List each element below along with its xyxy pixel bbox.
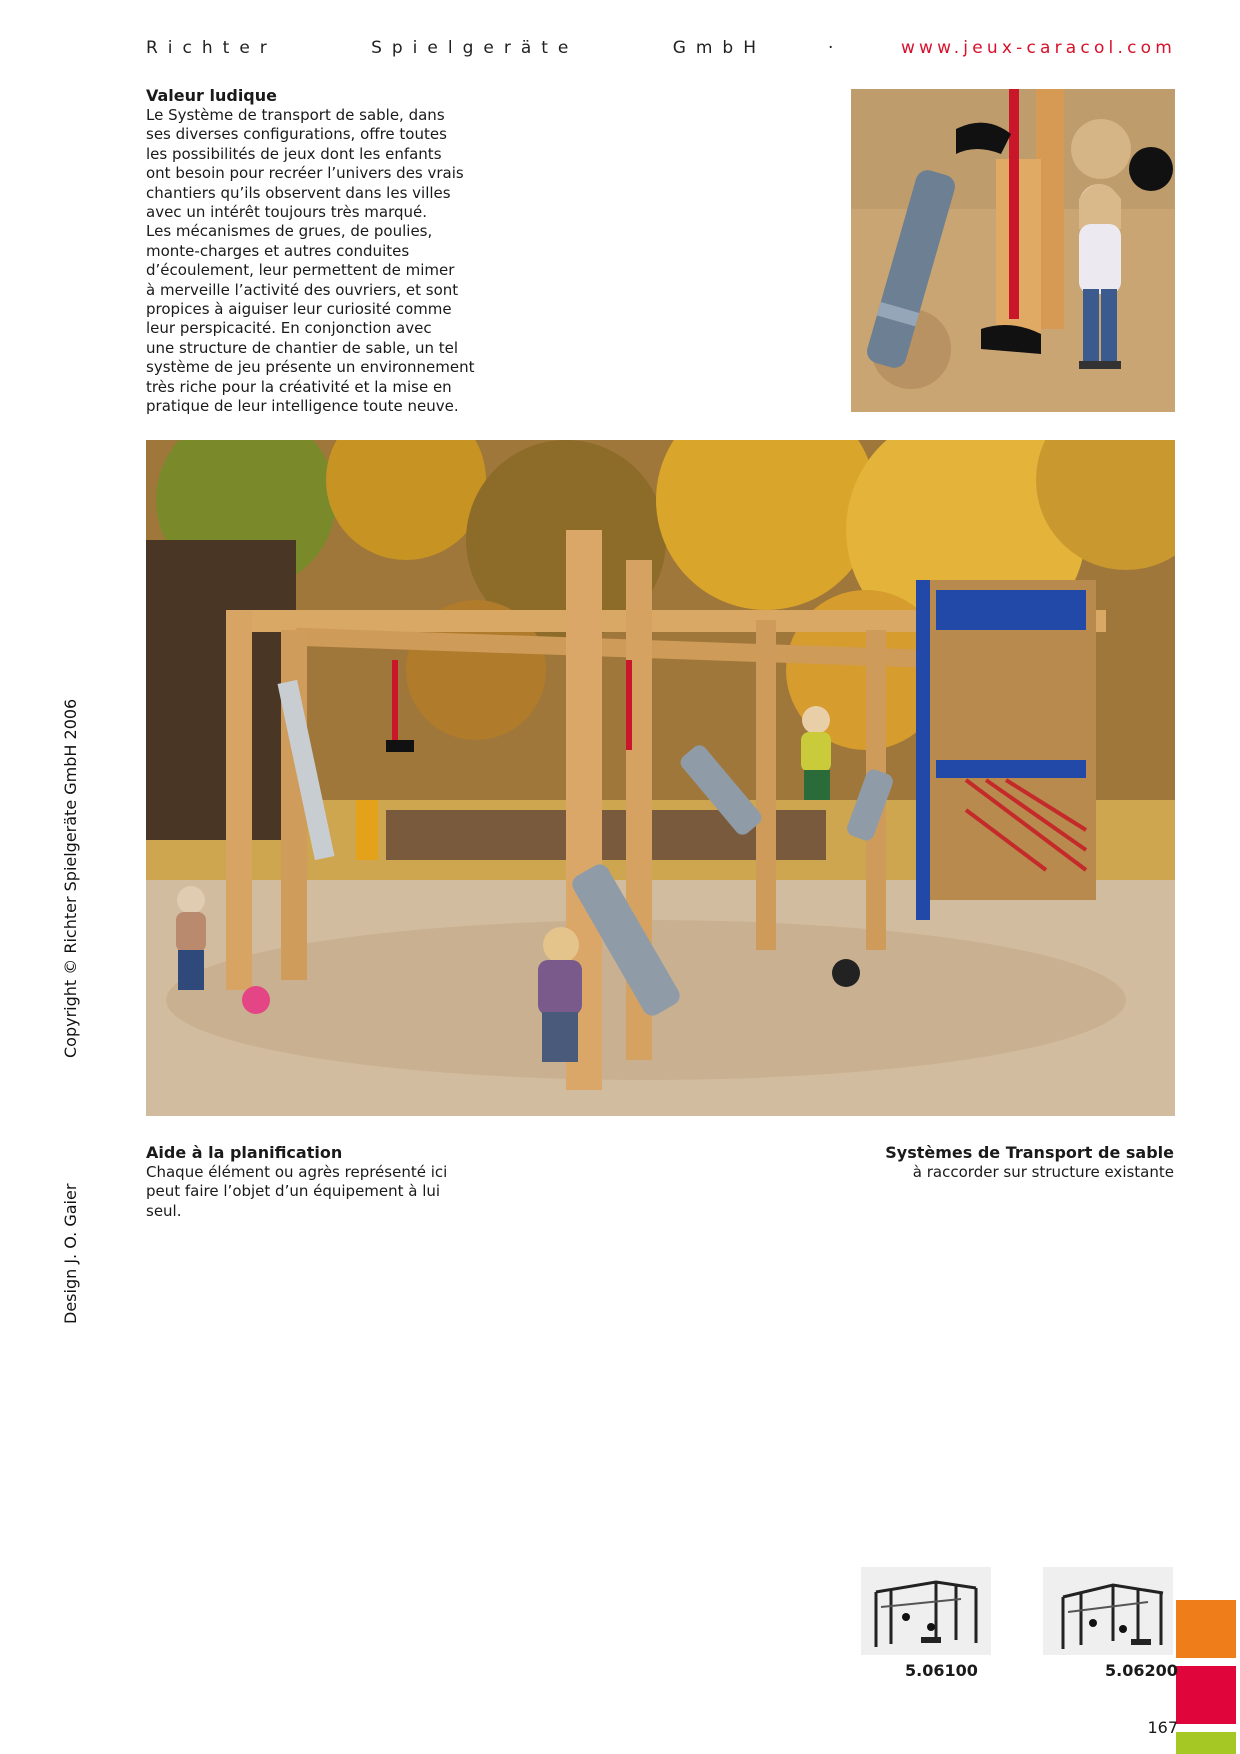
valeur-text: Le Système de transport de sable, dans ses diverses configurations, offre toutes les possibilités de jeux dont les enfants ont besoin pour recréer l’univers des vrais chantiers qu’ils observent dans les villes avec un intérêt toujours très marqué. Les mécanismes de grues, de poulies, monte-charges et autres conduites d’écoulement, leur permettent de mimer à merveille l’activité des ouvriers, et sont propices à aiguiser leur curiosité comme leur perspicacité. En conjonction avec une structure de chantier de sable, un tel système de jeu présente un environnement très riche pour la créativité et la mise en pratique de leur intelligence toute neuve.	[146, 106, 475, 416]
header-separator: ·	[828, 38, 834, 58]
child-sand-chute-photo	[851, 89, 1175, 412]
product-code-2: 5.06200	[1105, 1661, 1178, 1680]
aide-title: Aide à la planification	[146, 1143, 343, 1162]
page-number: 167	[1147, 1718, 1178, 1737]
systemes-subtitle: à raccorder sur structure existante	[912, 1163, 1174, 1181]
company-name	[146, 38, 766, 58]
website-url[interactable]: www.jeux-caracol.com	[900, 38, 1176, 58]
copyright-notice: Copyright © Richter Spielgeräte GmbH 2006	[61, 698, 80, 1058]
systemes-title: Systèmes de Transport de sable	[885, 1143, 1174, 1162]
aide-planification-section	[146, 1143, 476, 1221]
green-section-tab[interactable]	[1176, 1732, 1236, 1754]
company-word-2: Spielgeräte	[371, 38, 579, 58]
product-thumbnail-5-06200[interactable]	[1043, 1567, 1173, 1655]
orange-section-tab[interactable]	[1176, 1600, 1236, 1658]
sand-transport-playground-photo	[146, 440, 1175, 1116]
valeur-title: Valeur ludique	[146, 86, 277, 105]
product-code-1: 5.06100	[905, 1661, 978, 1680]
company-word-3: GmbH	[672, 38, 766, 58]
product-thumbnail-5-06100[interactable]	[861, 1567, 991, 1655]
design-credit: Design J. O. Gaier	[61, 1183, 80, 1324]
aide-text: Chaque élément ou agrès représenté ici peut faire l’objet d’un équipement à lui seul.	[146, 1163, 448, 1220]
company-word-1: Richter	[146, 38, 277, 58]
systemes-section	[814, 1143, 1174, 1182]
valeur-ludique-section	[146, 86, 476, 417]
red-section-tab[interactable]	[1176, 1666, 1236, 1724]
page-header	[146, 38, 1176, 60]
